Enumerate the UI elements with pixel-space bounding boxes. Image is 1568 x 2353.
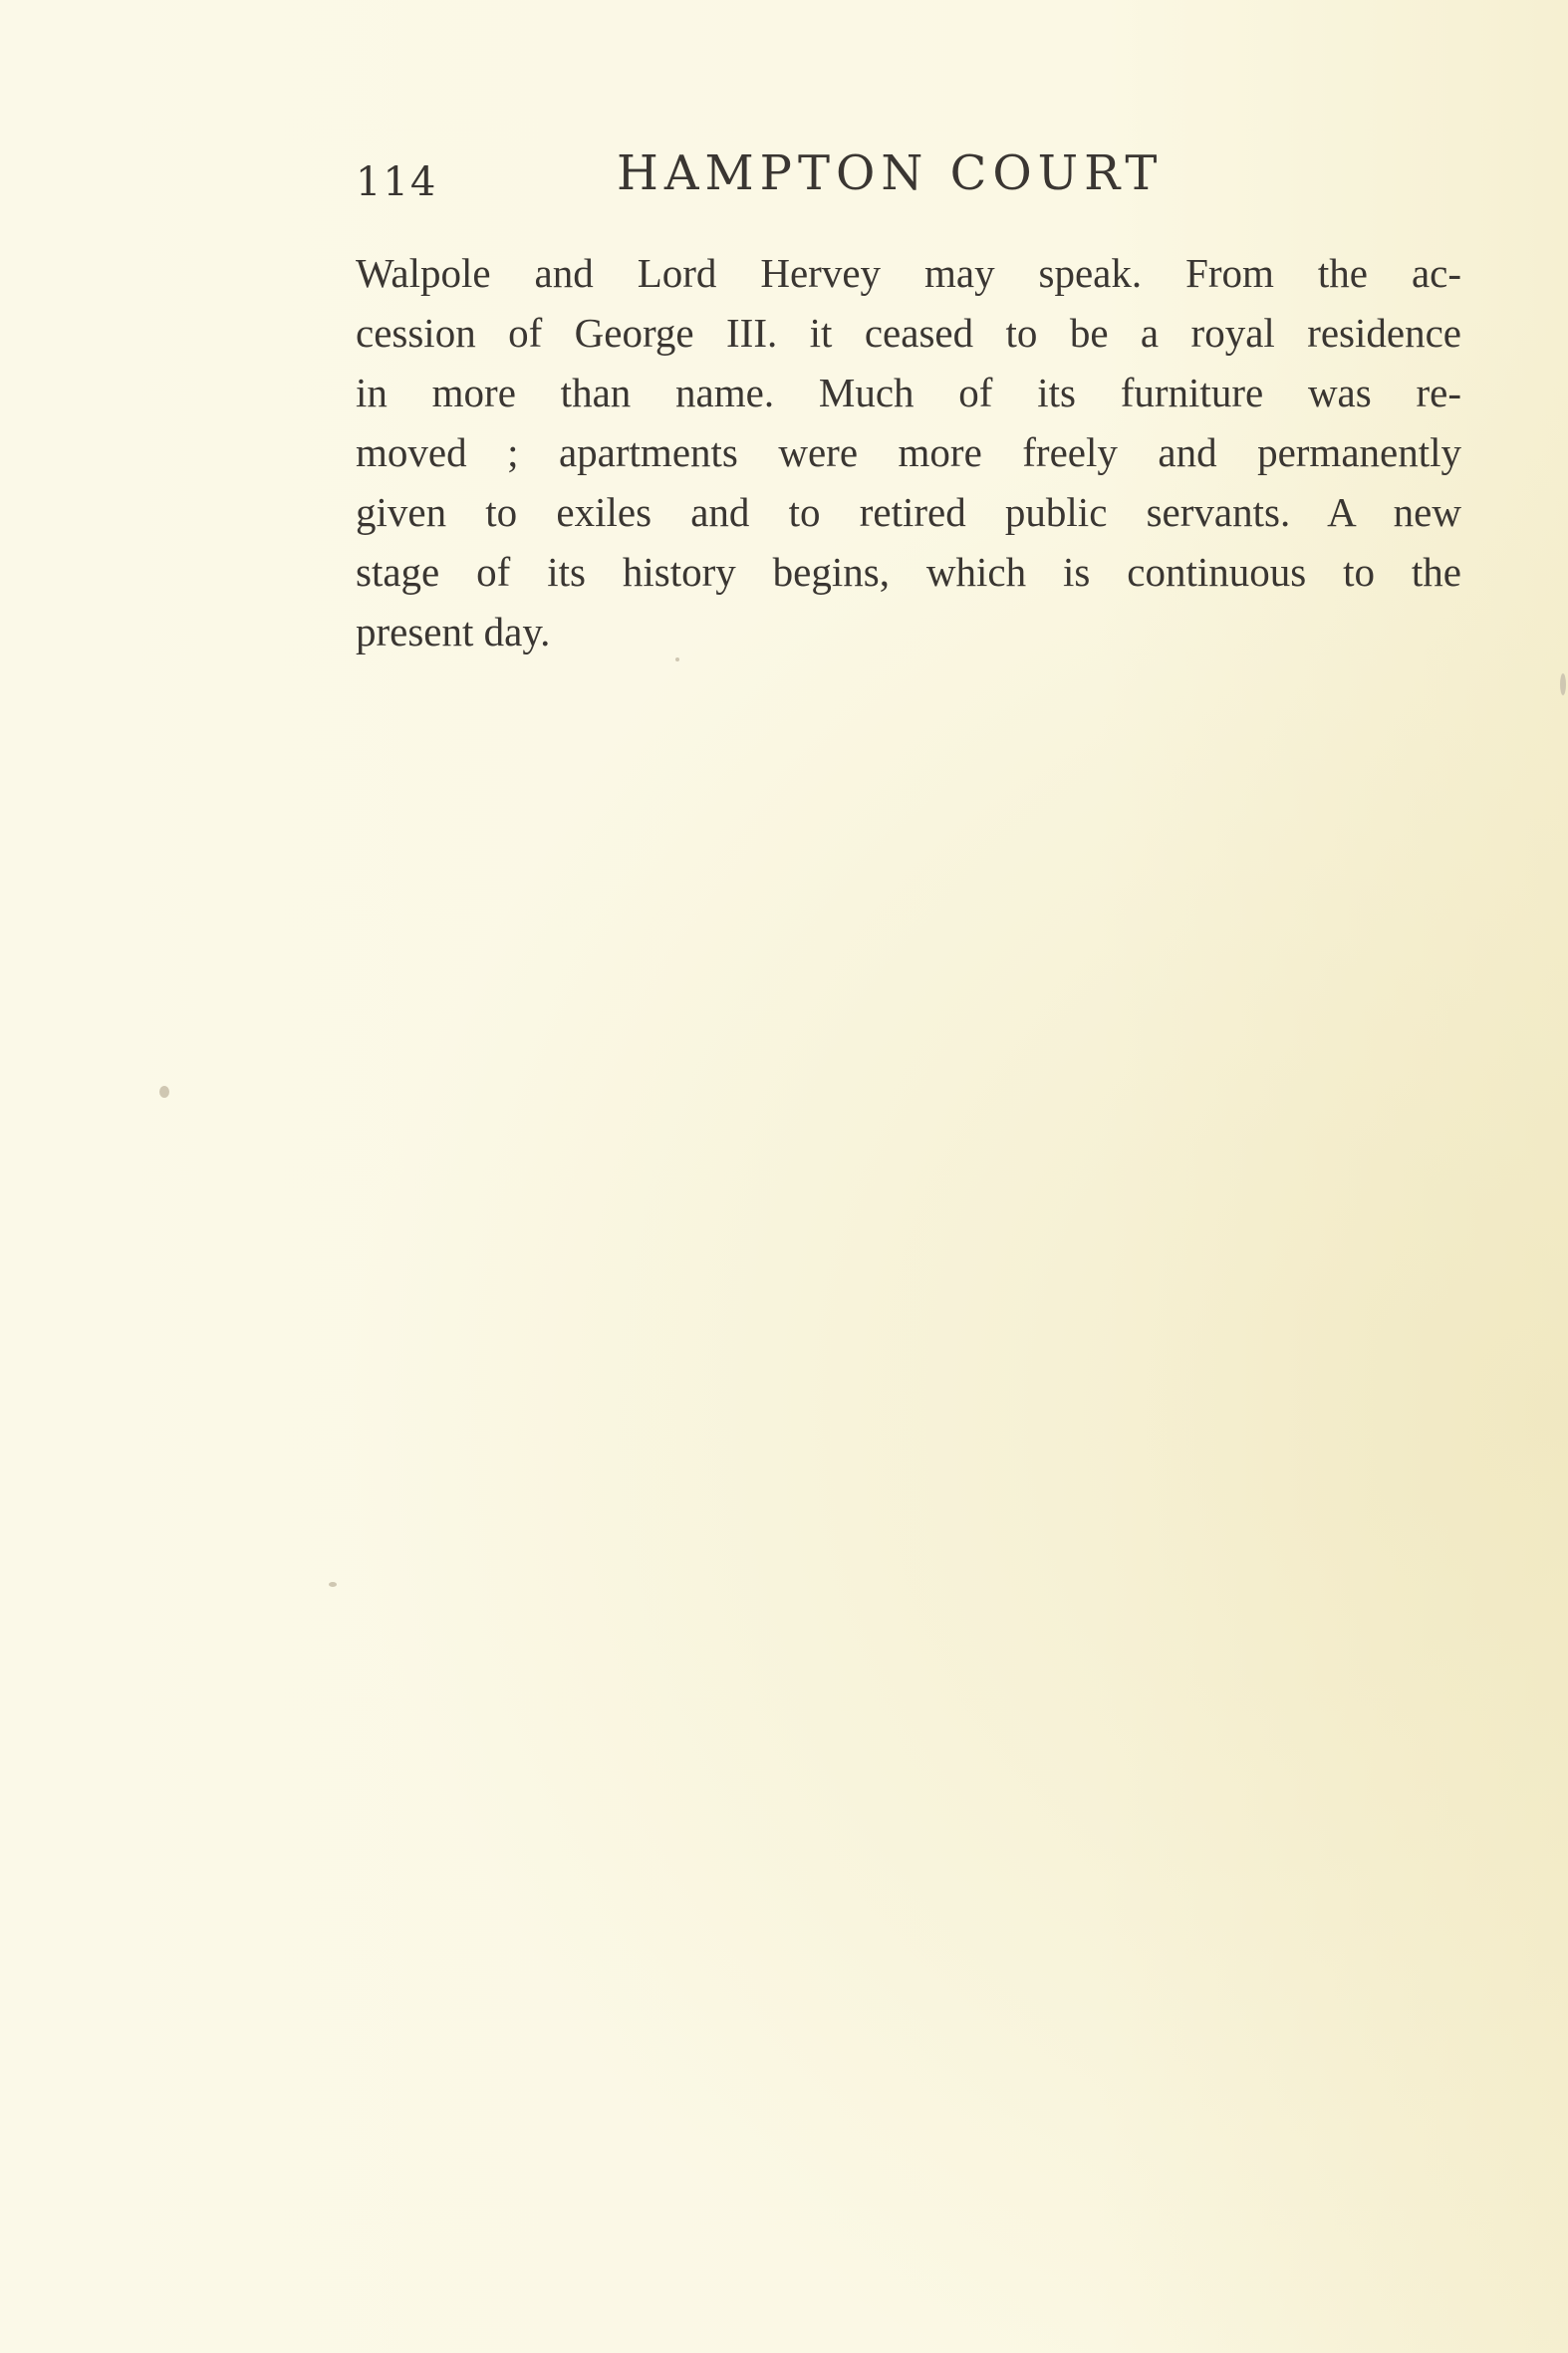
text-line: given to exiles and to retired public servants. A new — [356, 489, 1461, 535]
paper-speck — [1560, 673, 1566, 695]
text-line: present day. — [356, 609, 551, 654]
text-line: stage of its history begins, which is continuous to the — [356, 549, 1461, 595]
paper-speck — [675, 657, 679, 661]
text-line: Walpole and Lord Hervey may speak. From the ac- — [356, 250, 1461, 296]
text-line: moved ; apartments were more freely and permanently — [356, 429, 1461, 475]
paper-speck — [329, 1582, 337, 1587]
text-line: in more than name. Much of its furniture was re- — [356, 370, 1461, 415]
page-number: 114 — [356, 159, 438, 205]
paper-speck — [159, 1086, 169, 1098]
body-paragraph — [356, 243, 1461, 661]
running-title: HAMPTON COURT — [617, 145, 1164, 201]
text-line: cession of George III. it ceased to be a royal residence — [356, 310, 1461, 356]
running-head — [356, 139, 1461, 209]
